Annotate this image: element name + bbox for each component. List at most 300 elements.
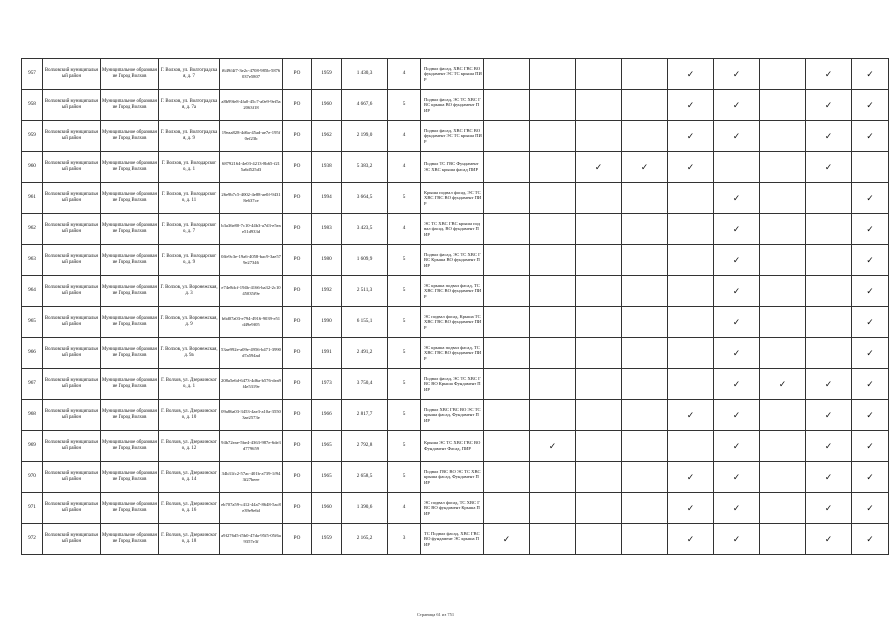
municipality-cell: Муниципальное образование Город Волхов — [101, 431, 159, 462]
address-cell: Г. Волхов, ул. Волгоградская, д. 7а — [159, 90, 220, 121]
table-row — [22, 59, 889, 90]
municipality-cell: Муниципальное образование Город Волхов — [101, 214, 159, 245]
row-number: 971 — [22, 493, 43, 524]
empty-cell — [760, 462, 806, 493]
works-list-cell: Подвал фасад, ЭС ТС ХВС ГВС ВО Крыша Фундамент ПИР — [421, 369, 484, 400]
empty-cell — [760, 59, 806, 90]
works-list-cell: Подвал фасад, ЭС ТС ХВС ГВС Крыша ВО фундамент ПИР — [421, 245, 484, 276]
empty-cell — [760, 121, 806, 152]
address-cell: Г. Волхов, ул. Дзержинского, д. 1 — [159, 369, 220, 400]
empty-cell — [484, 214, 530, 245]
empty-cell — [484, 59, 530, 90]
register-table — [21, 58, 889, 555]
empty-cell — [484, 462, 530, 493]
empty-cell — [576, 307, 622, 338]
empty-cell — [530, 214, 576, 245]
check-mark-icon: ✓ — [852, 524, 889, 555]
municipality-cell: Муниципальное образование Город Волхов — [101, 307, 159, 338]
empty-cell — [530, 152, 576, 183]
check-mark-icon: ✓ — [852, 400, 889, 431]
check-mark-icon: ✓ — [714, 245, 760, 276]
year-cell: 1962 — [312, 121, 342, 152]
table-row — [22, 90, 889, 121]
works-list-cell: ЭС подвал фасад, Крыша ТС ХВС ГВС ВО фундамент ПИР — [421, 307, 484, 338]
empty-cell — [622, 276, 668, 307]
floors-cell: 5 — [388, 276, 421, 307]
empty-cell — [622, 338, 668, 369]
row-number: 958 — [22, 90, 43, 121]
floors-cell: 5 — [388, 307, 421, 338]
empty-cell — [576, 400, 622, 431]
empty-cell — [760, 90, 806, 121]
empty-cell — [760, 276, 806, 307]
cadastral-id-cell: a8b99fe8-4fa0-45c7-a0e9-9ef5a2063f18 — [220, 90, 283, 121]
floors-cell: 4 — [388, 152, 421, 183]
address-cell: Г. Волхов, ул. Воронежская, д. 3 — [159, 276, 220, 307]
cadastral-id-cell: e74e8dcf-194b-4166-ba32-2c1045035f9e — [220, 276, 283, 307]
table-row — [22, 400, 889, 431]
empty-cell — [760, 400, 806, 431]
year-cell: 1994 — [312, 183, 342, 214]
empty-cell — [760, 245, 806, 276]
district-cell: Волховский муниципальный район — [43, 152, 101, 183]
empty-cell — [576, 121, 622, 152]
works-list-cell: Подвал фасад, ЭС ТС ХВС ГВС крыша ВО фундамент ПИР — [421, 90, 484, 121]
year-cell: 1980 — [312, 245, 342, 276]
address-cell: Г. Волхов, ул. Володарского, д. 11 — [159, 183, 220, 214]
row-number: 957 — [22, 59, 43, 90]
area-value-cell: 2 491,2 — [342, 338, 388, 369]
address-cell: Г. Волхов, ул. Дзержинского, д. 18 — [159, 524, 220, 555]
municipality-cell: Муниципальное образование Город Волхов — [101, 245, 159, 276]
empty-cell — [760, 431, 806, 462]
empty-cell — [530, 307, 576, 338]
area-value-cell: 3 423,5 — [342, 214, 388, 245]
address-cell: Г. Волхов, ул. Воронежская, д. 9 — [159, 307, 220, 338]
works-list-cell: ЭС крыша подвал фасад, ТС ХВС ГВС ВО фундамент ПИР — [421, 338, 484, 369]
empty-cell — [668, 369, 714, 400]
check-mark-icon: ✓ — [852, 183, 889, 214]
ro-cell: РО — [283, 462, 312, 493]
floors-cell: 5 — [388, 90, 421, 121]
empty-cell — [576, 369, 622, 400]
row-number: 972 — [22, 524, 43, 555]
check-mark-icon: ✓ — [668, 400, 714, 431]
works-list-cell: Подвал ГВС ВО ЭС ТС ХВС крыша фасад, Фундамент ПИР — [421, 462, 484, 493]
municipality-cell: Муниципальное образование Город Волхов — [101, 90, 159, 121]
year-cell: 1965 — [312, 462, 342, 493]
district-cell: Волховский муниципальный район — [43, 121, 101, 152]
area-value-cell: 5 383,2 — [342, 152, 388, 183]
check-mark-icon: ✓ — [806, 524, 852, 555]
works-list-cell: Подвал ТС ГВС Фундамент ЭС ХВС крыша фасад ПИР — [421, 152, 484, 183]
page-footer: Страница 61 из 751 — [416, 612, 455, 617]
ro-cell: РО — [283, 214, 312, 245]
empty-cell — [576, 524, 622, 555]
municipality-cell: Муниципальное образование Город Волхов — [101, 121, 159, 152]
area-value-cell: 1 390,6 — [342, 493, 388, 524]
cadastral-id-cell: f649f4f7-3e2c-4708-985b-5876037e5807 — [220, 59, 283, 90]
year-cell: 1973 — [312, 369, 342, 400]
empty-cell — [576, 90, 622, 121]
ro-cell: РО — [283, 338, 312, 369]
check-mark-icon: ✓ — [530, 431, 576, 462]
empty-cell — [668, 276, 714, 307]
empty-cell — [530, 121, 576, 152]
address-cell: Г. Волхов, ул. Володарского, д. 7 — [159, 214, 220, 245]
municipality-cell: Муниципальное образование Город Волхов — [101, 462, 159, 493]
check-mark-icon: ✓ — [852, 276, 889, 307]
empty-cell — [484, 276, 530, 307]
check-mark-icon: ✓ — [852, 90, 889, 121]
check-mark-icon: ✓ — [852, 307, 889, 338]
area-value-cell: 4 667,6 — [342, 90, 388, 121]
check-mark-icon: ✓ — [806, 152, 852, 183]
floors-cell: 5 — [388, 431, 421, 462]
check-mark-icon: ✓ — [852, 59, 889, 90]
works-list-cell: Крыша подвал фасад, ЭС ТС ХВС ГВС ВО фундамент ПИР — [421, 183, 484, 214]
empty-cell — [484, 369, 530, 400]
row-number: 962 — [22, 214, 43, 245]
year-cell: 1991 — [312, 338, 342, 369]
check-mark-icon: ✓ — [714, 369, 760, 400]
empty-cell — [484, 493, 530, 524]
empty-cell — [530, 245, 576, 276]
district-cell: Волховский муниципальный район — [43, 90, 101, 121]
empty-cell — [668, 245, 714, 276]
check-mark-icon: ✓ — [668, 524, 714, 555]
floors-cell: 4 — [388, 493, 421, 524]
check-mark-icon: ✓ — [852, 431, 889, 462]
empty-cell — [530, 183, 576, 214]
address-cell: Г. Волхов, ул. Володарского, д. 1 — [159, 152, 220, 183]
municipality-cell: Муниципальное образование Город Волхов — [101, 59, 159, 90]
empty-cell — [622, 59, 668, 90]
cadastral-id-cell: 34b31fc2-57ac-401b-a739-1f943f27beee — [220, 462, 283, 493]
check-mark-icon: ✓ — [852, 338, 889, 369]
empty-cell — [806, 338, 852, 369]
empty-cell — [760, 338, 806, 369]
empty-cell — [484, 121, 530, 152]
municipality-cell: Муниципальное образование Город Волхов — [101, 493, 159, 524]
check-mark-icon: ✓ — [806, 59, 852, 90]
empty-cell — [806, 183, 852, 214]
district-cell: Волховский муниципальный район — [43, 400, 101, 431]
district-cell: Волховский муниципальный район — [43, 307, 101, 338]
cadastral-id-cell: 26e9b7c5-4002-4e88-ae0f-94318e637ce — [220, 183, 283, 214]
empty-cell — [622, 369, 668, 400]
cadastral-id-cell: b3a36e80-7c10-44b3-a7d3-e5eae51d933d — [220, 214, 283, 245]
year-cell: 1960 — [312, 90, 342, 121]
empty-cell — [530, 524, 576, 555]
table-row — [22, 431, 889, 462]
empty-cell — [852, 152, 889, 183]
works-list-cell: ЭС подвал фасад, ТС ХВС ГВС ВО фундамент Крыша ПИР — [421, 493, 484, 524]
ro-cell: РО — [283, 369, 312, 400]
check-mark-icon: ✓ — [714, 307, 760, 338]
empty-cell — [622, 524, 668, 555]
floors-cell: 5 — [388, 245, 421, 276]
works-list-cell: Подвал ХВС ГВС ВО ЭС ТС крыша фасад, Фундамент ПИР — [421, 400, 484, 431]
empty-cell — [806, 307, 852, 338]
empty-cell — [622, 400, 668, 431]
floors-cell: 4 — [388, 121, 421, 152]
empty-cell — [668, 183, 714, 214]
floors-cell: 5 — [388, 369, 421, 400]
empty-cell — [530, 493, 576, 524]
district-cell: Волховский муниципальный район — [43, 245, 101, 276]
empty-cell — [576, 276, 622, 307]
ro-cell: РО — [283, 524, 312, 555]
row-number: 966 — [22, 338, 43, 369]
check-mark-icon: ✓ — [714, 59, 760, 90]
empty-cell — [530, 462, 576, 493]
year-cell: 1990 — [312, 307, 342, 338]
check-mark-icon: ✓ — [714, 524, 760, 555]
area-value-cell: 2 792,8 — [342, 431, 388, 462]
row-number: 960 — [22, 152, 43, 183]
row-number: 964 — [22, 276, 43, 307]
empty-cell — [576, 245, 622, 276]
check-mark-icon: ✓ — [852, 245, 889, 276]
year-cell: 1965 — [312, 431, 342, 462]
district-cell: Волховский муниципальный район — [43, 524, 101, 555]
empty-cell — [760, 307, 806, 338]
check-mark-icon: ✓ — [714, 493, 760, 524]
empty-cell — [530, 400, 576, 431]
year-cell: 1966 — [312, 400, 342, 431]
ro-cell: РО — [283, 493, 312, 524]
area-value-cell: 2 199,0 — [342, 121, 388, 152]
year-cell: 1983 — [312, 214, 342, 245]
cadastral-id-cell: 0ffe9c3e-19a6-4058-bac9-3ae579e27346 — [220, 245, 283, 276]
empty-cell — [484, 307, 530, 338]
check-mark-icon: ✓ — [714, 431, 760, 462]
empty-cell — [576, 214, 622, 245]
empty-cell — [622, 90, 668, 121]
empty-cell — [806, 214, 852, 245]
empty-cell — [576, 338, 622, 369]
check-mark-icon: ✓ — [668, 493, 714, 524]
empty-cell — [668, 214, 714, 245]
empty-cell — [576, 493, 622, 524]
municipality-cell: Муниципальное образование Город Волхов — [101, 276, 159, 307]
row-number: 970 — [22, 462, 43, 493]
empty-cell — [576, 183, 622, 214]
ro-cell: РО — [283, 431, 312, 462]
municipality-cell: Муниципальное образование Город Волхов — [101, 152, 159, 183]
check-mark-icon: ✓ — [852, 493, 889, 524]
year-cell: 1992 — [312, 276, 342, 307]
check-mark-icon: ✓ — [714, 214, 760, 245]
row-number: 961 — [22, 183, 43, 214]
table-row — [22, 245, 889, 276]
cadastral-id-cell: a9f276d5-f5b0-47da-95f5-05f6a9357e3f — [220, 524, 283, 555]
empty-cell — [668, 338, 714, 369]
check-mark-icon: ✓ — [668, 462, 714, 493]
address-cell: Г. Волхов, ул. Дзержинского, д. 12 — [159, 431, 220, 462]
check-mark-icon: ✓ — [806, 462, 852, 493]
empty-cell — [622, 307, 668, 338]
cadastral-id-cell: 94b72eae-5be4-4363-987e-6de3d779659 — [220, 431, 283, 462]
empty-cell — [760, 214, 806, 245]
row-number: 965 — [22, 307, 43, 338]
check-mark-icon: ✓ — [852, 214, 889, 245]
ro-cell: РО — [283, 183, 312, 214]
municipality-cell: Муниципальное образование Город Волхов — [101, 524, 159, 555]
ro-cell: РО — [283, 400, 312, 431]
row-number: 969 — [22, 431, 43, 462]
area-value-cell: 6 155,1 — [342, 307, 388, 338]
area-value-cell: 2 817,7 — [342, 400, 388, 431]
check-mark-icon: ✓ — [806, 400, 852, 431]
area-value-cell: 2 165,2 — [342, 524, 388, 555]
check-mark-icon: ✓ — [714, 183, 760, 214]
empty-cell — [760, 493, 806, 524]
check-mark-icon: ✓ — [806, 121, 852, 152]
cadastral-id-cell: 208a5e6d-6473-4d6a-b576-dea9f4e5319e — [220, 369, 283, 400]
district-cell: Волховский муниципальный район — [43, 183, 101, 214]
empty-cell — [530, 90, 576, 121]
check-mark-icon: ✓ — [484, 524, 530, 555]
check-mark-icon: ✓ — [714, 276, 760, 307]
works-list-cell: ТС Подвал фасад, ХВС ГВС ВО фундамент ЭС крыша ПИР — [421, 524, 484, 555]
address-cell: Г. Волхов, ул. Дзержинского, д. 10 — [159, 400, 220, 431]
address-cell: Г. Волхов, ул. Володарского, д. 9 — [159, 245, 220, 276]
table-row — [22, 276, 889, 307]
floors-cell: 4 — [388, 59, 421, 90]
floors-cell: 5 — [388, 400, 421, 431]
check-mark-icon: ✓ — [806, 493, 852, 524]
year-cell: 1960 — [312, 493, 342, 524]
floors-cell: 3 — [388, 524, 421, 555]
table-row — [22, 121, 889, 152]
empty-cell — [622, 431, 668, 462]
empty-cell — [530, 276, 576, 307]
district-cell: Волховский муниципальный район — [43, 59, 101, 90]
empty-cell — [576, 59, 622, 90]
empty-cell — [622, 214, 668, 245]
check-mark-icon: ✓ — [714, 462, 760, 493]
check-mark-icon: ✓ — [852, 369, 889, 400]
floors-cell: 5 — [388, 338, 421, 369]
check-mark-icon: ✓ — [714, 90, 760, 121]
empty-cell — [484, 400, 530, 431]
table-row — [22, 462, 889, 493]
empty-cell — [530, 59, 576, 90]
district-cell: Волховский муниципальный район — [43, 276, 101, 307]
empty-cell — [484, 90, 530, 121]
address-cell: Г. Волхов, ул. Волгоградская, д. 9 — [159, 121, 220, 152]
empty-cell — [530, 338, 576, 369]
table-row — [22, 307, 889, 338]
table-row — [22, 493, 889, 524]
area-value-cell: 3 750,4 — [342, 369, 388, 400]
ro-cell: РО — [283, 152, 312, 183]
empty-cell — [484, 431, 530, 462]
table-row — [22, 369, 889, 400]
empty-cell — [622, 462, 668, 493]
check-mark-icon: ✓ — [668, 121, 714, 152]
empty-cell — [668, 307, 714, 338]
district-cell: Волховский муниципальный район — [43, 369, 101, 400]
municipality-cell: Муниципальное образование Город Волхов — [101, 400, 159, 431]
table-row — [22, 524, 889, 555]
empty-cell — [760, 524, 806, 555]
table-row — [22, 183, 889, 214]
municipality-cell: Муниципальное образование Город Волхов — [101, 369, 159, 400]
district-cell: Волховский муниципальный район — [43, 214, 101, 245]
empty-cell — [760, 183, 806, 214]
empty-cell — [622, 183, 668, 214]
ro-cell: РО — [283, 276, 312, 307]
check-mark-icon: ✓ — [622, 152, 668, 183]
municipality-cell: Муниципальное образование Город Волхов — [101, 338, 159, 369]
address-cell: Г. Волхов, ул. Волгоградская, д. 7 — [159, 59, 220, 90]
year-cell: 1938 — [312, 152, 342, 183]
floors-cell: 5 — [388, 183, 421, 214]
area-value-cell: 1 430,3 — [342, 59, 388, 90]
check-mark-icon: ✓ — [668, 152, 714, 183]
works-list-cell: Крыша ЭС ТС ХВС ГВС ВО Фундамент Фасад, ПИР — [421, 431, 484, 462]
table-row — [22, 338, 889, 369]
year-cell: 1959 — [312, 59, 342, 90]
check-mark-icon: ✓ — [760, 369, 806, 400]
check-mark-icon: ✓ — [714, 121, 760, 152]
table-row — [22, 214, 889, 245]
empty-cell — [714, 152, 760, 183]
area-value-cell: 1 609,9 — [342, 245, 388, 276]
cadastral-id-cell: b6d07a03-e794-4916-9039-e51d49e9f05 — [220, 307, 283, 338]
year-cell: 1959 — [312, 524, 342, 555]
cadastral-id-cell: eb707a59-c412-44a7-8648-5ac8e39e9e6d — [220, 493, 283, 524]
area-value-cell: 2 511,3 — [342, 276, 388, 307]
floors-cell: 5 — [388, 462, 421, 493]
empty-cell — [806, 245, 852, 276]
empty-cell — [576, 431, 622, 462]
empty-cell — [576, 462, 622, 493]
check-mark-icon: ✓ — [668, 90, 714, 121]
ro-cell: РО — [283, 121, 312, 152]
ro-cell: РО — [283, 90, 312, 121]
area-value-cell: 2 658,5 — [342, 462, 388, 493]
table-body — [22, 59, 889, 555]
row-number: 968 — [22, 400, 43, 431]
empty-cell — [622, 121, 668, 152]
ro-cell: РО — [283, 245, 312, 276]
empty-cell — [622, 245, 668, 276]
area-value-cell: 3 664,5 — [342, 183, 388, 214]
district-cell: Волховский муниципальный район — [43, 431, 101, 462]
works-list-cell: ЭС ТС ХВС ГВС крыша подвал фасад, ВО фундамент ПИР — [421, 214, 484, 245]
district-cell: Волховский муниципальный район — [43, 338, 101, 369]
cadastral-id-cell: 53ae992e-a09e-4956-b471-3990d7a594ad — [220, 338, 283, 369]
empty-cell — [484, 152, 530, 183]
address-cell: Г. Волхов, ул. Дзержинского, д. 16 — [159, 493, 220, 524]
works-list-cell: Подвал фасад, ХВС ГВС ВО фундамент ЭС ТС крыша ПИР — [421, 121, 484, 152]
check-mark-icon: ✓ — [714, 400, 760, 431]
cadastral-id-cell: 19eaa828-4d6a-45ad-ae7e-195f0ef23b — [220, 121, 283, 152]
empty-cell — [484, 338, 530, 369]
ro-cell: РО — [283, 59, 312, 90]
check-mark-icon: ✓ — [668, 59, 714, 90]
empty-cell — [484, 183, 530, 214]
table-row — [22, 152, 889, 183]
check-mark-icon: ✓ — [806, 90, 852, 121]
empty-cell — [760, 152, 806, 183]
empty-cell — [622, 493, 668, 524]
check-mark-icon: ✓ — [852, 462, 889, 493]
